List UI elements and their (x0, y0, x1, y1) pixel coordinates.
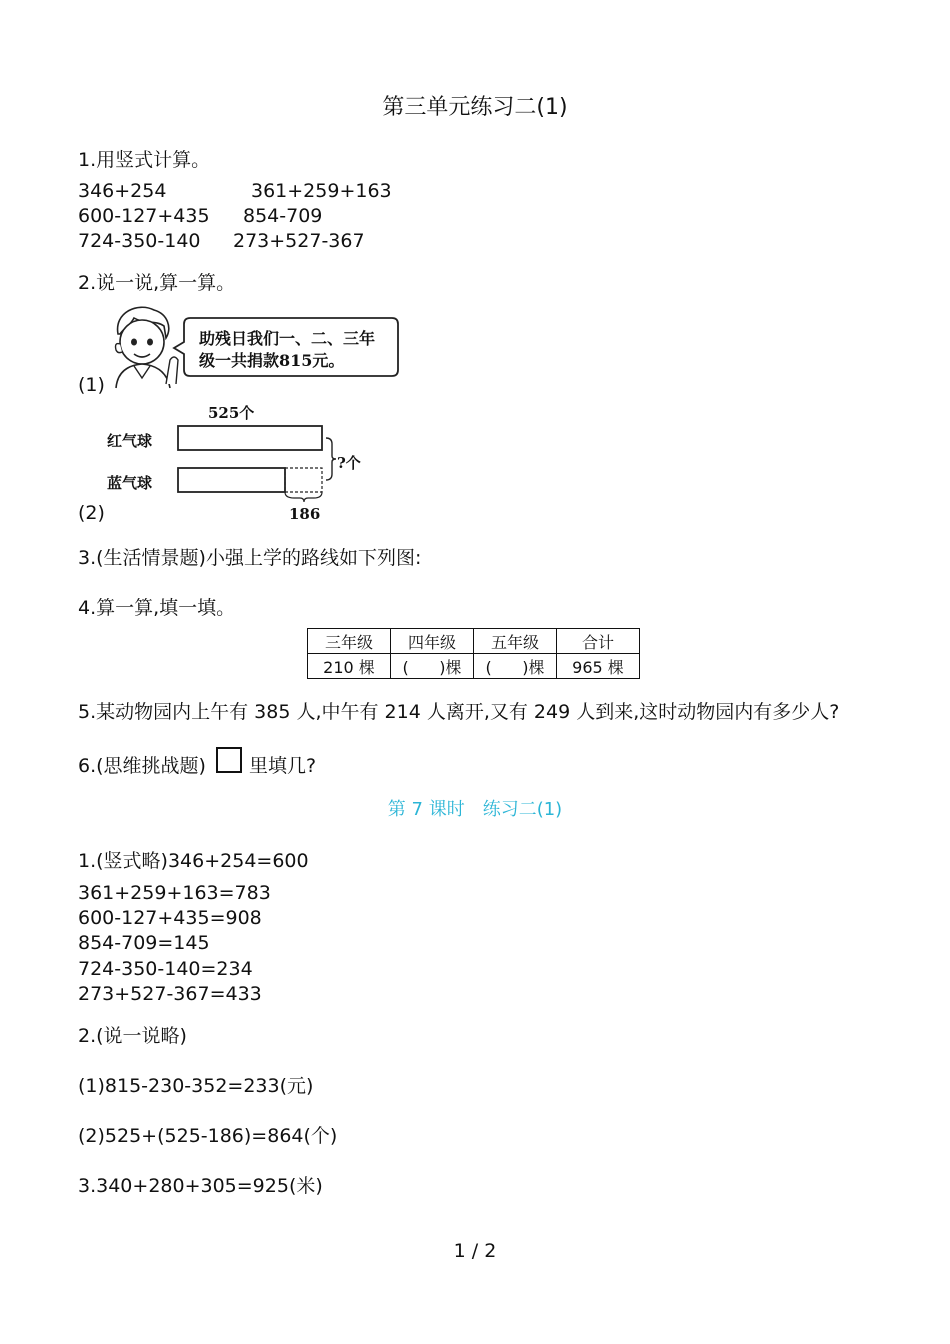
q6-prefix: 6.(思维挑战题) (78, 755, 206, 777)
red-balloon-bar (178, 426, 322, 450)
q1-expr: 361+259+163 (251, 180, 392, 202)
total-brace (326, 438, 336, 480)
table-header-cell: 五年级 (474, 629, 557, 654)
answer-line: (2)525+(525-186)=864(个) (78, 1125, 338, 1147)
answer-line: (1)815-230-352=233(元) (78, 1075, 314, 1097)
answer-line: 2.(说一说略) (78, 1025, 187, 1047)
answer-line: 1.(竖式略)346+254=600 (78, 850, 309, 872)
table-cell: ( )棵 (391, 654, 474, 679)
q1-expr: 346+254 (78, 180, 167, 202)
blue-balloon-bar (178, 468, 285, 492)
table-header-cell: 三年级 (308, 629, 391, 654)
q2-heading: 2.说一说,算一算。 (78, 272, 236, 294)
q2-label-1: (1) (78, 374, 105, 396)
answers-heading: 第 7 课时 练习二(1) (387, 799, 563, 820)
q1-expr: 724-350-140 (78, 230, 201, 252)
diagram-blue-label: 蓝气球 (107, 474, 153, 492)
q4-heading: 4.算一算,填一填。 (78, 597, 236, 619)
table-header-row (308, 629, 640, 654)
grade-table (307, 628, 640, 679)
q6-suffix: 里填几? (249, 755, 317, 777)
q5-text: 5.某动物园内上午有 385 人,中午有 214 人离开,又有 249 人到来,这时动物园内有多少人? (78, 701, 840, 723)
table-cell: ( )棵 (474, 654, 557, 679)
page-number: 1 / 2 (453, 1240, 497, 1262)
diagram-red-label: 红气球 (107, 432, 153, 450)
q1-heading: 1.用竖式计算。 (78, 149, 211, 171)
q3-heading: 3.(生活情景题)小强上学的路线如下列图: (78, 547, 422, 569)
q1-expr: 600-127+435 (78, 205, 210, 227)
q1-expr: 854-709 (243, 205, 323, 227)
table-row (308, 654, 640, 679)
table-header-cell: 四年级 (391, 629, 474, 654)
answer-box (216, 747, 242, 773)
speech-text-line2: 级一共捐款815元。 (199, 351, 345, 370)
answer-line: 3.340+280+305=925(米) (78, 1175, 323, 1197)
answer-line: 361+259+163=783 (78, 882, 271, 904)
diagram-diff-value: 186 (289, 505, 321, 523)
answer-line: 854-709=145 (78, 932, 210, 954)
difference-segment (285, 468, 322, 492)
page-title: 第三单元练习二(1) (382, 95, 568, 120)
table-cell: 210 棵 (308, 654, 391, 679)
speech-text-line1: 助残日我们一、二、三年 (199, 329, 376, 348)
table-cell: 965 棵 (557, 654, 640, 679)
difference-brace (285, 492, 322, 502)
answer-line: 724-350-140=234 (78, 958, 253, 980)
answer-line: 600-127+435=908 (78, 907, 262, 929)
q1-expr: 273+527-367 (233, 230, 365, 252)
diagram-question: ?个 (337, 454, 361, 472)
q2-label-2: (2) (78, 502, 105, 524)
table-header-cell: 合计 (557, 629, 640, 654)
answer-line: 273+527-367=433 (78, 983, 262, 1005)
bar-diagram (170, 418, 340, 510)
diagram-top-value: 525个 (208, 404, 255, 422)
